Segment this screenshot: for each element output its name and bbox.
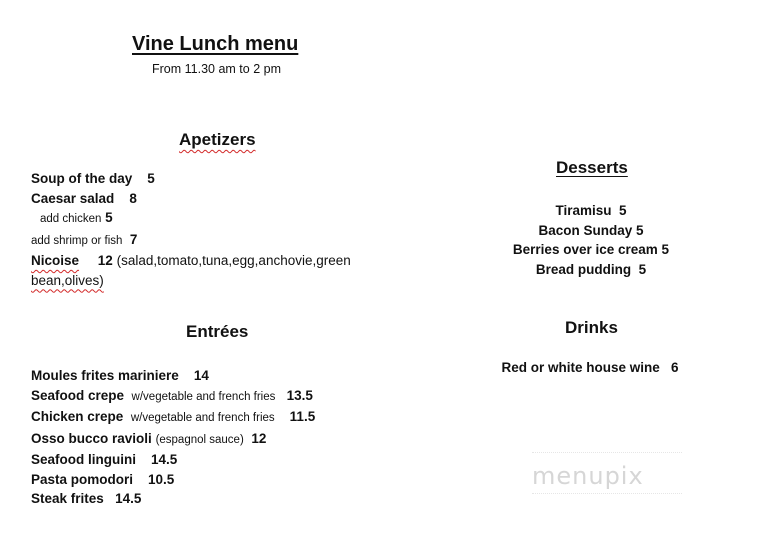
menu-title: Vine Lunch menu [132, 33, 299, 55]
menu-item [31, 429, 315, 451]
item-name: add shrimp or fish [31, 234, 123, 247]
item-name: Seafood linguini [31, 452, 136, 467]
item-price: 5 [147, 171, 155, 186]
menu-item [31, 169, 351, 189]
item-price: 5 [619, 203, 627, 218]
item-note: w/vegetable and french fries [130, 412, 275, 424]
menu-item [31, 230, 351, 252]
desserts-list [500, 201, 682, 279]
item-price: 11.5 [289, 409, 316, 424]
item-name: Nicoise [31, 253, 80, 268]
drinks-heading: Drinks [565, 318, 618, 337]
item-price: 7 [129, 231, 138, 247]
desserts-heading: Desserts [556, 158, 628, 177]
item-name: Bread pudding [535, 261, 632, 277]
menu-item-continued [31, 271, 351, 291]
menu-item [31, 189, 351, 209]
item-price: 5 [661, 242, 670, 257]
item-price: 14.5 [115, 491, 142, 506]
menu-item [31, 366, 315, 386]
menu-item [480, 358, 700, 378]
item-price: 14.5 [151, 452, 178, 467]
entrees-heading: Entrées [186, 322, 249, 341]
appetizers-list [31, 169, 351, 290]
item-name: Caesar salad [31, 190, 115, 206]
item-note: (espagnol sauce) [155, 433, 244, 446]
item-price: 5 [636, 222, 644, 238]
item-price: 12 [251, 430, 267, 446]
menu-hours: From 11.30 am to 2 pm [152, 62, 281, 76]
item-name: Berries over ice cream [512, 242, 658, 257]
menu-item [31, 489, 315, 509]
item-name: Bacon Sunday [538, 222, 633, 238]
menu-item [500, 221, 682, 241]
item-name: Tiramisu [555, 203, 612, 218]
item-name: Steak frites [31, 491, 104, 506]
item-price: 12 [97, 253, 113, 268]
menu-item [31, 450, 315, 470]
drinks-list [480, 358, 700, 378]
menu-item [31, 470, 315, 490]
item-price: 5 [638, 261, 647, 277]
item-description: bean,olives) [31, 272, 104, 288]
item-price: 13.5 [286, 387, 313, 403]
item-name: Chicken crepe [31, 409, 124, 424]
menu-item [31, 386, 315, 408]
item-description: (salad,tomato,tuna,egg,anchovie,green [116, 253, 351, 268]
item-price: 6 [671, 360, 679, 375]
menupix-watermark: menupix [532, 462, 644, 490]
entrees-list [31, 366, 315, 509]
item-name: add chicken [40, 213, 102, 225]
item-name: Red or white house wine [501, 360, 660, 375]
item-note: w/vegetable and french fries [131, 390, 276, 403]
menu-item [31, 407, 315, 429]
menu-item [500, 260, 682, 280]
item-price: 14 [193, 368, 209, 383]
item-price: 10.5 [148, 471, 175, 487]
item-name: Pasta pomodori [31, 471, 134, 487]
item-price: 8 [129, 190, 137, 206]
appetizers-heading: Apetizers [179, 130, 256, 149]
menu-item [500, 201, 682, 221]
item-price: 5 [105, 210, 113, 225]
item-name: Moules frites mariniere [31, 368, 179, 383]
item-name: Seafood crepe [31, 387, 125, 403]
menu-item [500, 240, 682, 260]
item-name: Soup of the day [31, 171, 133, 186]
menu-item [31, 251, 351, 271]
item-name: Osso bucco ravioli [31, 430, 152, 446]
menu-item [31, 208, 351, 230]
